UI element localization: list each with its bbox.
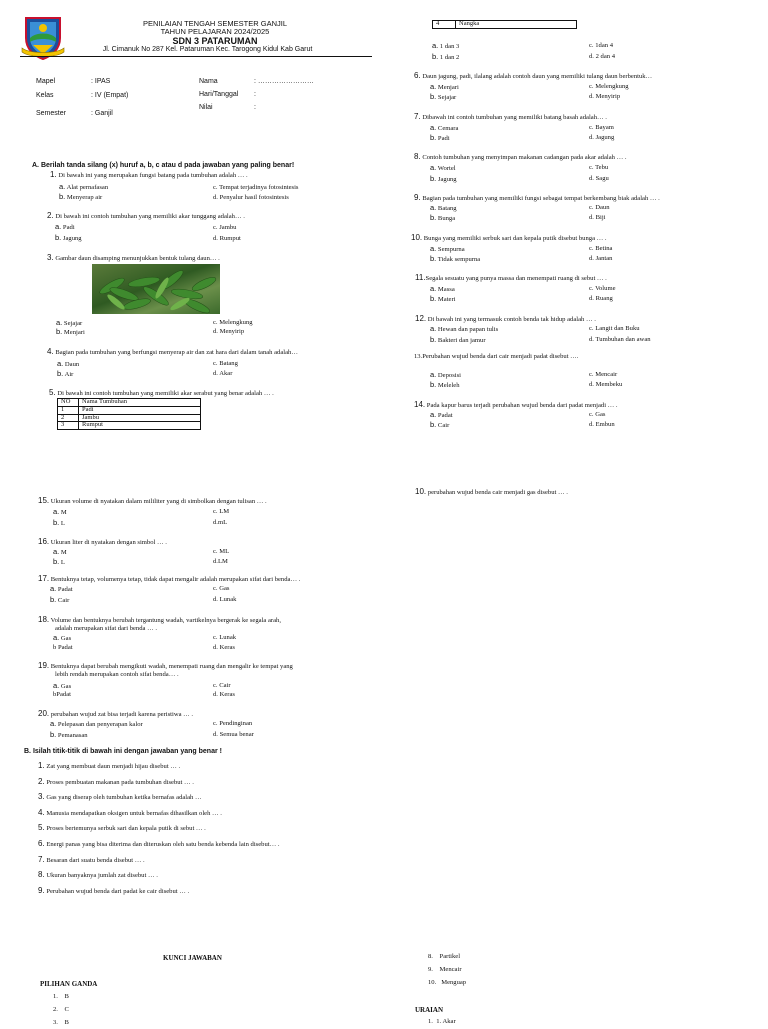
table-row: 2 Jambu xyxy=(58,414,201,422)
hari-label: Hari/Tanggal xyxy=(199,91,239,98)
nilai-label: Nilai xyxy=(199,104,213,111)
q14-option-c[interactable]: c. Gas xyxy=(589,411,606,418)
list-item: 9. Mencair xyxy=(428,965,462,973)
question-9: 9. Bagian pada tumbuhan yang memiliki fungsi sebagai tempat berkembang biak adalah … . xyxy=(414,193,660,202)
mapel-value: : IPAS xyxy=(91,78,111,85)
list-item: 8. Partikel xyxy=(428,953,461,960)
q7-option-a[interactable]: a. Cemara xyxy=(430,123,459,132)
essay-key-list xyxy=(428,951,466,989)
q14-option-b[interactable]: b. Cair xyxy=(430,420,450,429)
question-13: 13.Perubahan wujud benda dari cair menjadi padat disebut …. xyxy=(414,353,579,360)
essay-item: 3. Gas yang diserap oleh tumbuhan ketika bernafas adalah … xyxy=(38,792,202,802)
q15-option-d[interactable]: d.mL xyxy=(213,519,228,526)
q17-option-d[interactable]: d. Lunak xyxy=(213,596,237,603)
q2-option-d[interactable]: d. Rumput xyxy=(213,235,241,242)
uraian-key-list xyxy=(428,1016,456,1029)
question-3: 3. Gambar daun disamping menunjukkan bentuk tulang daun… . xyxy=(47,253,220,262)
essay-item: 4. Manusia mendapatkan oksigen untuk bernafas dihasilkan oleh … . xyxy=(38,807,222,817)
multiple-choice-key-title: PILIHAN GANDA xyxy=(40,980,98,988)
q1-option-c[interactable]: c. Tempat terjadinya fotosintesis xyxy=(213,184,299,191)
nama-value: : …………………… xyxy=(254,78,314,85)
q3-option-c[interactable]: c. Melengkung xyxy=(213,319,253,326)
semester-label: Semester xyxy=(36,110,66,117)
q11-option-d[interactable]: d. Ruang xyxy=(589,295,613,302)
question-8: 8. Contoh tumbuhan yang menyimpan makanan cadangan pada akar adalah … . xyxy=(414,152,627,161)
header-year: TAHUN PELAJARAN 2024/2025 xyxy=(160,27,270,36)
q2-option-c[interactable]: c. Jambu xyxy=(213,224,237,231)
q18-option-b[interactable]: b Padat xyxy=(53,644,73,651)
q11-option-a[interactable]: a. Massa xyxy=(430,284,455,293)
header-rule xyxy=(20,56,372,57)
cassava-leaf-image xyxy=(92,264,220,314)
school-logo xyxy=(20,14,66,60)
q16-option-c[interactable]: c. ML xyxy=(213,548,230,555)
q4-option-c[interactable]: c. Batang xyxy=(213,360,238,367)
q9-option-a[interactable]: a. Batang xyxy=(430,203,457,212)
q5-option-b[interactable]: b. 1 dan 2 xyxy=(432,52,460,61)
q18-option-c[interactable]: c. Lunak xyxy=(213,634,237,641)
q10-option-d[interactable]: d. Jantan xyxy=(589,255,613,262)
q11-option-b[interactable]: b. Materi xyxy=(430,294,456,303)
q1-option-a[interactable]: a. Alat pernafasan xyxy=(59,182,109,191)
q16-option-d[interactable]: d.LM xyxy=(213,558,228,565)
q20-option-c[interactable]: c. Pendinginan xyxy=(213,720,253,727)
essay-item: 9. Perubahan wujud benda dari padat ke cair disebut … . xyxy=(38,885,190,895)
q3-option-b[interactable]: b. Menjari xyxy=(56,327,85,336)
question-10: 10. Bunga yang memiliki serbuk sari dan kepala putik disebut bunga … . xyxy=(411,233,607,242)
q10-option-b[interactable]: b. Tidak sempurna xyxy=(430,254,481,263)
q5-option-d[interactable]: d. 2 dan 4 xyxy=(589,53,616,60)
q6-option-d[interactable]: d. Menyirip xyxy=(589,93,621,100)
q13-option-c[interactable]: c. Mencair xyxy=(589,371,618,378)
question-7: 7. Dibawah ini contoh tumbuhan yang memiliki batang basah adalah… . xyxy=(414,112,607,121)
q12-option-d[interactable]: d. Tumbuhan dan awan xyxy=(589,336,651,343)
question-5: 5. Di bawah ini contoh tumbuhan yang memiliki akar serabut yang benar adalah … . xyxy=(49,388,274,397)
q8-option-b[interactable]: b. Jagung xyxy=(430,174,457,183)
question-17: 17. Bentuknya tetap, volumenya tetap, tidak dapat mengalir adalah merupakan sifat dari benda… . xyxy=(38,574,301,583)
list-item: 1. 1. Akar xyxy=(428,1018,456,1025)
q6-option-b[interactable]: b. Sejajar xyxy=(430,92,457,101)
q9-option-b[interactable]: b. Bunga xyxy=(430,213,456,222)
q17-option-a[interactable]: a. Padat xyxy=(50,584,73,593)
q9-option-d[interactable]: d. Biji xyxy=(589,214,606,221)
q4-option-a[interactable]: a. Daun xyxy=(57,359,80,368)
q5-option-a[interactable]: a. 1 dan 3 xyxy=(432,41,460,50)
q17-option-c[interactable]: c. Gas xyxy=(213,585,230,592)
nilai-value: : xyxy=(254,104,256,111)
q7-option-d[interactable]: d. Jagung xyxy=(589,134,615,141)
header-title: PENILAIAN TENGAH SEMESTER GANJIL xyxy=(142,19,288,28)
uraian-key-title: URAIAN xyxy=(415,1006,443,1014)
essay-question-10: 10. perubahan wujud benda cair menjadi gas disebut … . xyxy=(415,487,568,496)
essay-item: 8. Ukuran banyaknya jumlah zat disebut … . xyxy=(38,870,158,880)
q6-option-c[interactable]: c. Melengkung xyxy=(589,83,629,90)
q2-option-b[interactable]: b. Jagung xyxy=(55,233,82,242)
question-2: 2. Di bawah ini contoh tumbuhan yang memiliki akar tunggang adalah… . xyxy=(47,211,245,220)
question-18: 18. Volume dan bentuknya berubah tergantung wadah, vartikelnya bergerak ke segala arah, xyxy=(38,615,281,624)
question-12: 12. Di bawah ini yang termasuk contoh benda tak hidup adalah … . xyxy=(415,314,596,323)
q16-option-a[interactable]: a. M xyxy=(53,547,67,556)
q3-option-d[interactable]: d. Menyirip xyxy=(213,328,245,335)
q1-option-b[interactable]: b. Menyerap air xyxy=(59,192,103,201)
q20-option-d[interactable]: d. Semua benar xyxy=(213,731,254,738)
q15-option-a[interactable]: a. M xyxy=(53,507,67,516)
q18-option-d[interactable]: d. Keras xyxy=(213,644,235,651)
q16-option-b[interactable]: b. L xyxy=(53,557,65,566)
q12-option-c[interactable]: c. Langit dan Buku xyxy=(589,325,640,332)
question-19-cont: lebih rendah merupakan contoh sifat benda… . xyxy=(55,671,179,678)
section-b-instruction: B. Isilah titik-titik di bawah ini dengan jawaban yang benar ! xyxy=(24,748,222,755)
q11-option-c[interactable]: c. Volume xyxy=(589,285,616,292)
essay-list xyxy=(38,762,280,902)
q12-option-a[interactable]: a. Hewan dan papan tulis xyxy=(430,324,499,333)
q8-option-d[interactable]: d. Sagu xyxy=(589,175,609,182)
question-15: 15. Ukuran volume di nyatakan dalam mililiter yang di simbolkan dengan tulisan … . xyxy=(38,496,267,505)
q9-option-c[interactable]: c. Daun xyxy=(589,204,610,211)
essay-item: 6. Energi panas yang bisa diterima dan diteruskan oleh satu benda kebenda lain disebut… . xyxy=(38,838,280,848)
q15-option-c[interactable]: c. LM xyxy=(213,508,230,515)
list-item: 2. C xyxy=(53,1005,69,1013)
question-6: 6. Daun jagung, padi, ilalang adalah contoh daun yang memiliki tulang daun berbentuk… xyxy=(414,71,653,80)
q13-option-b[interactable]: b. Meleleh xyxy=(430,380,460,389)
list-item: 3. B xyxy=(53,1018,69,1026)
hari-value: : xyxy=(254,91,256,98)
school-name: SDN 3 PATARUMAN xyxy=(172,36,258,46)
question-1 xyxy=(50,171,248,180)
q12-option-b[interactable]: b. Bakteri dan jamur xyxy=(430,335,486,344)
essay-item: 7. Besaran dari suatu benda disebut … . xyxy=(38,854,145,864)
q19-option-b[interactable]: bPadat xyxy=(53,691,71,698)
question-18-cont: adalah merupakan sifat dari benda … . xyxy=(55,625,157,632)
q20-option-a[interactable]: a. Pelepasan dan penyerapan kalor xyxy=(50,719,143,728)
list-item: 10. Menguap xyxy=(428,978,467,986)
question-19: 19. Bentuknya dapat berubah mengikuti wadah, menempati ruang dan mengalir ke tempat yang xyxy=(38,661,293,670)
plant-table-continued xyxy=(432,20,577,29)
school-address: Jl. Cimanuk No 287 Kel. Pataruman Kec. Tarogong Kidul Kab Garut xyxy=(102,46,313,53)
q1-option-d[interactable]: d. Penyalur hasil fotosintesis xyxy=(213,194,289,201)
q13-option-a[interactable]: a. Deposisi xyxy=(430,370,461,379)
q7-option-b[interactable]: b. Padi xyxy=(430,133,450,142)
question-4: 4. Bagian pada tumbuhan yang berfungsi menyerap air dan zat hara dari dalam tanah adalah… xyxy=(47,347,298,356)
essay-item: 1. Zat yang membuat daun menjadi hijau disebut … . xyxy=(38,761,181,770)
question-20: 20. perubahan wujud zat bisa terjadi karena peristiwa … . xyxy=(38,709,194,718)
mapel-label: Mapel xyxy=(36,78,56,85)
q6-option-a[interactable]: a. Menjari xyxy=(430,82,459,91)
nama-label: Nama xyxy=(199,78,218,85)
q5-option-c[interactable]: c. 1dan 4 xyxy=(589,42,613,49)
q7-option-c[interactable]: c. Bayam xyxy=(589,124,614,131)
table-header-no: NO xyxy=(58,399,79,407)
table-row: 3 Rumput xyxy=(58,422,201,430)
q10-option-c[interactable]: c. Betina xyxy=(589,245,613,252)
q17-option-b[interactable]: b. Cair xyxy=(50,595,70,604)
q13-option-d[interactable]: d. Membeku xyxy=(589,381,623,388)
mc-key-list xyxy=(53,991,69,1029)
exam-header xyxy=(100,20,330,54)
q4-option-d[interactable]: d. Akar xyxy=(213,370,233,377)
q8-option-c[interactable]: c. Tebu xyxy=(589,164,609,171)
q2-option-a[interactable]: a. Padi xyxy=(55,222,75,231)
essay-item: 2. Proses pembuatan makanan pada tumbuhan disebut … . xyxy=(38,776,194,786)
table-row: 1 Padi xyxy=(58,406,201,414)
table-row: 4 Nangka xyxy=(433,21,577,29)
answer-key-title: KUNCI JAWABAN xyxy=(163,954,222,962)
question-number: 1. xyxy=(50,170,57,179)
q18-option-a[interactable]: a. Gas xyxy=(53,633,72,642)
q8-option-a[interactable]: a. Wortel xyxy=(430,163,456,172)
question-16: 16. Ukuran liter di nyatakan dengan simbol … . xyxy=(38,537,167,546)
kelas-label: Kelas xyxy=(36,92,54,99)
q14-option-a[interactable]: a. Padat xyxy=(430,410,453,419)
question-11: 11.Segala sesuatu yang punya massa dan menempati ruang di sebut … . xyxy=(415,273,607,282)
list-item: 1. B xyxy=(53,993,69,1000)
q4-option-b[interactable]: b. Air xyxy=(57,369,74,378)
q19-option-c[interactable]: c. Cair xyxy=(213,682,231,689)
semester-value: : Ganjil xyxy=(91,110,113,117)
question-14: 14. Pada kapur barus terjadi perubahan wujud benda dari padat menjadi … . xyxy=(414,400,618,409)
q19-option-d[interactable]: d. Keras xyxy=(213,691,235,698)
q10-option-a[interactable]: a. Sempurna xyxy=(430,244,465,253)
section-a-instruction: A. Berilah tanda silang (x) huruf a, b, c atau d pada jawaban yang paling benar! xyxy=(32,162,295,169)
question-text: Di bawah ini yang merupakan fungsi batang pada tumbuhan adalah … . xyxy=(58,172,248,179)
table-header-name: Nama Tumbuhan xyxy=(79,399,201,407)
q14-option-d[interactable]: d. Embun xyxy=(589,421,615,428)
essay-item: 5. Proses bertemunya serbuk sari dan kepala putik di sebut … . xyxy=(38,823,206,833)
kelas-value: : IV (Empat) xyxy=(91,92,129,99)
q15-option-b[interactable]: b. L xyxy=(53,518,65,527)
q3-option-a[interactable]: a. Sejajar xyxy=(56,318,83,327)
plant-table xyxy=(57,398,201,430)
q20-option-b[interactable]: b. Pemanasan xyxy=(50,730,88,739)
q19-option-a[interactable]: a. Gas xyxy=(53,681,72,690)
